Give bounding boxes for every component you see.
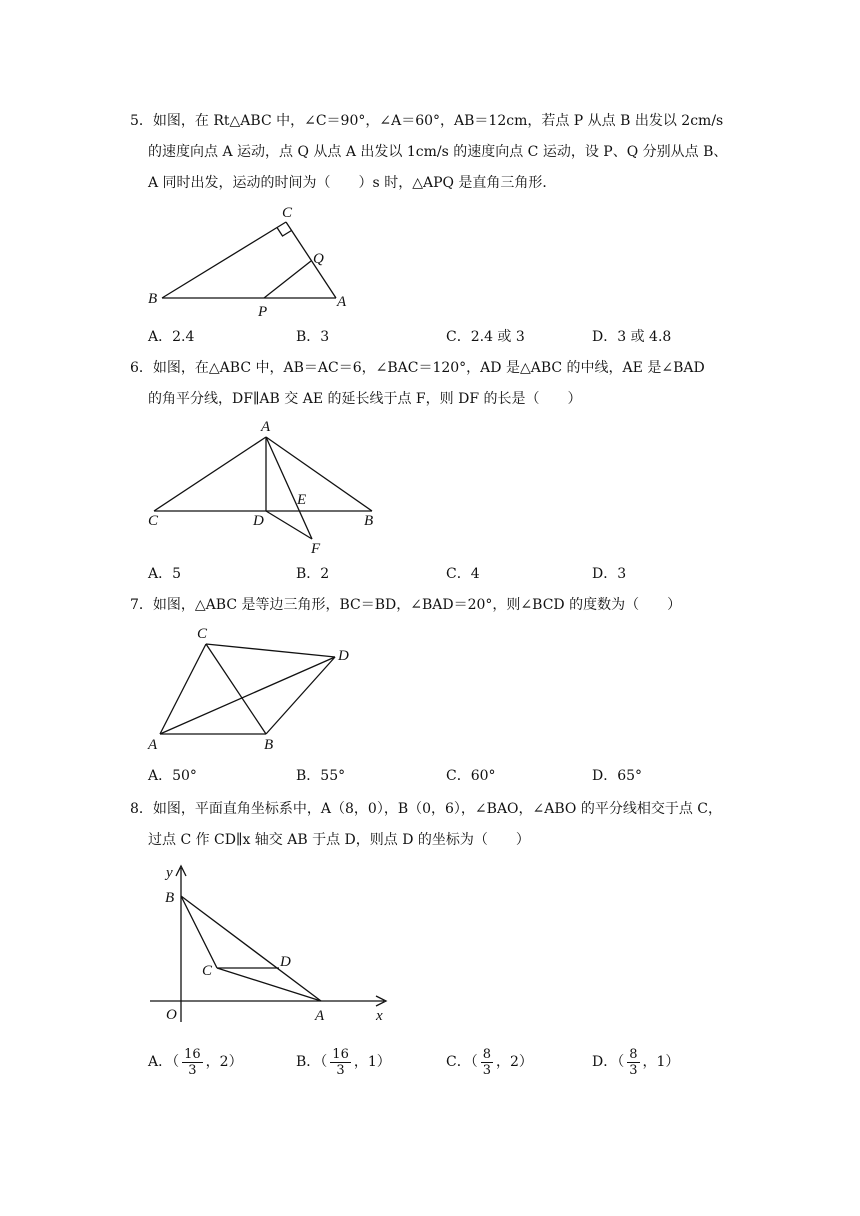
q6-option-b[interactable]: B．2 xyxy=(296,566,330,582)
question-8-figure xyxy=(140,860,400,1032)
label-b: B xyxy=(165,890,175,906)
question-8-line-1: 8．如图，平面直角坐标系中，A（8，0），B（0，6），∠BAO，∠ABO 的平分线相交于点 C， xyxy=(130,801,723,817)
q8-option-c-suffix: ，2） xyxy=(496,1054,533,1070)
q8-option-a-denominator: 3 xyxy=(188,1062,197,1078)
q8-option-b[interactable] xyxy=(296,1042,391,1082)
q8-option-d-suffix: ，1） xyxy=(642,1054,680,1070)
label-c: C xyxy=(197,626,208,642)
q7-option-c[interactable]: C．60° xyxy=(446,768,496,784)
q6-option-a[interactable]: A．5 xyxy=(148,566,182,582)
q6-option-d[interactable]: D．3 xyxy=(592,566,627,582)
q8-option-b-suffix: ，1） xyxy=(353,1054,391,1070)
question-8-line-2: 过点 C 作 CD∥x 轴交 AB 于点 D，则点 D 的坐标为（ ） xyxy=(148,832,530,848)
label-f: F xyxy=(311,541,321,557)
label-d: D xyxy=(280,954,291,970)
q6-option-c[interactable]: C．4 xyxy=(446,566,480,582)
question-8-options xyxy=(148,1042,768,1082)
q8-option-b-denominator: 3 xyxy=(336,1062,345,1078)
label-c: C xyxy=(282,205,293,221)
label-a: A xyxy=(261,419,271,435)
label-b: B xyxy=(148,291,158,307)
question-6-figure xyxy=(140,415,390,564)
right-angle-marker xyxy=(277,228,292,237)
q5-option-b[interactable]: B．3 xyxy=(296,329,330,345)
question-6-line-1: 6．如图，在△ABC 中，AB＝AC＝6，∠BAC＝120°，AD 是△ABC 的中线，AE 是∠BAD xyxy=(130,360,705,376)
segment-bc xyxy=(181,896,217,968)
label-o: O xyxy=(166,1007,177,1023)
q5-option-c[interactable]: C．2.4 或 3 xyxy=(446,329,525,345)
label-p: P xyxy=(258,304,268,320)
q8-option-d-fraction xyxy=(627,1047,639,1078)
question-6-options xyxy=(148,563,768,587)
q7-option-a[interactable]: A．50° xyxy=(148,768,197,784)
label-c: C xyxy=(148,513,159,529)
q8-option-c-denominator: 3 xyxy=(482,1062,491,1078)
question-7-options xyxy=(148,765,768,789)
label-b: B xyxy=(264,737,274,753)
q8-option-a-prefix: A．（ xyxy=(148,1054,180,1070)
q8-option-b-numerator: 16 xyxy=(332,1046,349,1062)
label-a: A xyxy=(315,1008,325,1024)
label-b: B xyxy=(364,513,374,529)
label-d: D xyxy=(338,648,349,664)
segment-ad xyxy=(160,657,335,734)
label-a: A xyxy=(148,737,158,753)
q5-option-a[interactable]: A．2.4 xyxy=(148,329,195,345)
question-5-text xyxy=(130,106,750,199)
question-6-line-2: 的角平分线，DF∥AB 交 AE 的延长线于点 F，则 DF 的长是（ ） xyxy=(148,391,582,407)
q5-option-d[interactable]: D．3 或 4.8 xyxy=(592,329,672,345)
question-5-figure xyxy=(140,200,370,326)
segment-cd xyxy=(206,644,335,657)
q8-option-d-prefix: D．（ xyxy=(592,1054,625,1070)
question-7-text xyxy=(130,590,750,621)
q8-option-d-numerator: 8 xyxy=(629,1046,638,1062)
question-7-figure xyxy=(140,620,370,759)
question-5-line-3: A 同时出发，运动的时间为（ ）s 时，△APQ 是直角三角形． xyxy=(148,175,557,191)
question-5-options xyxy=(148,326,768,350)
segment-pq xyxy=(264,261,311,298)
segment-ba xyxy=(181,896,321,1001)
label-d: D xyxy=(253,513,264,529)
q8-option-b-prefix: B．（ xyxy=(296,1054,328,1070)
segment-ca xyxy=(286,222,336,298)
label-c: C xyxy=(202,963,213,979)
q8-option-c-prefix: C．（ xyxy=(446,1054,478,1070)
q8-option-a[interactable] xyxy=(148,1042,243,1082)
label-a: A xyxy=(337,294,347,310)
question-5-line-2: 的速度向点 A 运动，点 Q 从点 A 出发以 1cm/s 的速度向点 C 运动，设 P、Q 分别从点 B、 xyxy=(148,144,728,160)
q7-option-d[interactable]: D．65° xyxy=(592,768,643,784)
label-y: y xyxy=(166,865,173,881)
segment-bd xyxy=(266,657,335,734)
label-x: x xyxy=(376,1008,383,1024)
q8-option-a-fraction xyxy=(182,1047,203,1078)
question-7-line-1: 7．如图，△ABC 是等边三角形，BC＝BD，∠BAD＝20°，则∠BCD 的度数为（ ） xyxy=(130,597,682,613)
q8-option-b-fraction xyxy=(330,1047,351,1078)
q8-option-a-numerator: 16 xyxy=(184,1046,201,1062)
question-5-line-1: 5．如图，在 Rt△ABC 中，∠C＝90°，∠A＝60°，AB＝12cm，若点 P 从点 B 出发以 2cm/s xyxy=(130,113,724,129)
segment-bc xyxy=(162,222,286,298)
segment-cb xyxy=(206,644,266,734)
q8-option-c-numerator: 8 xyxy=(482,1046,491,1062)
q8-option-c[interactable] xyxy=(446,1042,533,1082)
q8-option-d-denominator: 3 xyxy=(629,1062,638,1078)
q8-option-d[interactable] xyxy=(592,1042,679,1082)
question-8-text xyxy=(130,794,750,856)
label-e: E xyxy=(297,492,307,508)
label-q: Q xyxy=(313,251,324,267)
segment-ca xyxy=(217,968,321,1001)
q8-option-a-suffix: ，2） xyxy=(205,1054,243,1070)
segment-ca xyxy=(154,437,266,511)
q8-option-c-fraction xyxy=(481,1047,493,1078)
segment-ac xyxy=(160,644,206,734)
question-6-text xyxy=(130,353,750,415)
q7-option-b[interactable]: B．55° xyxy=(296,768,346,784)
segment-ab xyxy=(266,437,372,511)
